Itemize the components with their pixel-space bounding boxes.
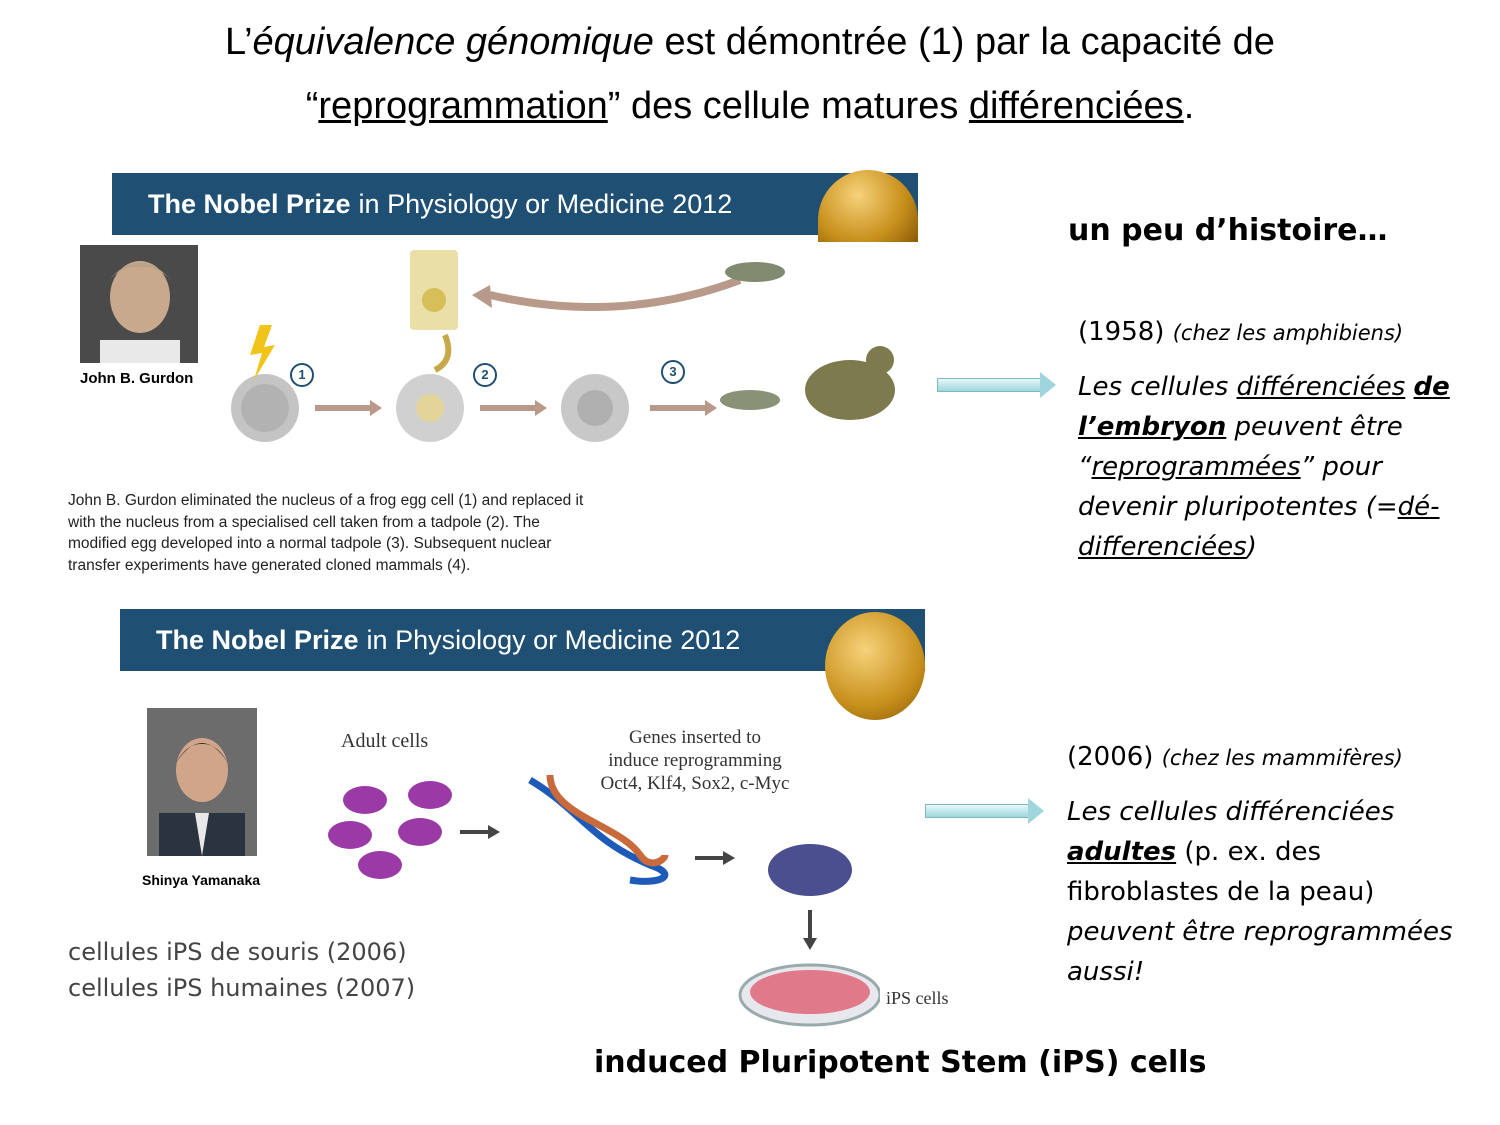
portrait-icon (80, 245, 198, 363)
portrait-icon (147, 708, 257, 856)
yamanaka-photo (147, 708, 257, 856)
step-3-badge: 3 (661, 360, 685, 384)
adult-cells-label: Adult cells (341, 730, 429, 752)
yamanaka-nobel-banner: The Nobel Prize in Physiology or Medicine 2012 (120, 609, 925, 671)
ips-human-date: cellules iPS humaines (2007) (68, 974, 416, 1002)
gurdon-photo-caption: John B. Gurdon (80, 370, 194, 387)
title-line-2: “reprogrammation” des cellule matures différenciées. (305, 85, 1195, 127)
nuclear-transfer-diagram (220, 240, 920, 470)
ips-mouse-date: cellules iPS de souris (2006) (68, 938, 407, 966)
arrow-head-icon (1040, 372, 1056, 398)
history-heading: un peu d’histoire… (1068, 213, 1388, 248)
gurdon-photo (80, 245, 198, 363)
arrow-head-icon (1028, 798, 1044, 824)
title-line-1: L’équivalence génomique est démontrée (1) par la capacité de (225, 21, 1275, 63)
gurdon-nobel-banner: The Nobel Prize in Physiology or Medicine 2012 (112, 173, 918, 235)
arrow-right-icon (925, 804, 1031, 818)
step-2-badge: 2 (473, 363, 497, 387)
yamanaka-photo-caption: Shinya Yamanaka (142, 872, 261, 888)
arrow-right-icon (937, 378, 1043, 392)
ips-bottom-caption: induced Pluripotent Stem (iPS) cells (594, 1045, 1207, 1080)
genes-label: Genes inserted to induce reprogramming Oct4, Klf4, Sox2, c-Myc (600, 727, 790, 794)
ips-cells-label: iPS cells (886, 988, 949, 1008)
slide-title (0, 10, 1500, 138)
ips-dates (68, 934, 415, 1006)
yamanaka-2006-text: (2006) (chez les mammifères) Les cellules différenciées adultes (p. ex. des fibroblastes de la peau) peuvent être reprogrammées aussi! (1067, 742, 1453, 987)
step-1-badge: 1 (290, 363, 314, 387)
gurdon-description: John B. Gurdon eliminated the nucleus of a frog egg cell (1) and replaced it with the nucleus from a specialised cell taken from a tadpole (2). The modified egg developed into a normal tadpole (3). Subsequent nuclear transfer experiments have generated cloned mammals (4). (68, 492, 584, 574)
nobel-medal-icon (825, 612, 925, 720)
gurdon-1958-text: (1958) (chez les amphibiens) Les cellules différenciées de l’embryon peuvent être “reprogrammées” pour devenir pluripotentes (=dé- differenciées) (1078, 317, 1450, 562)
